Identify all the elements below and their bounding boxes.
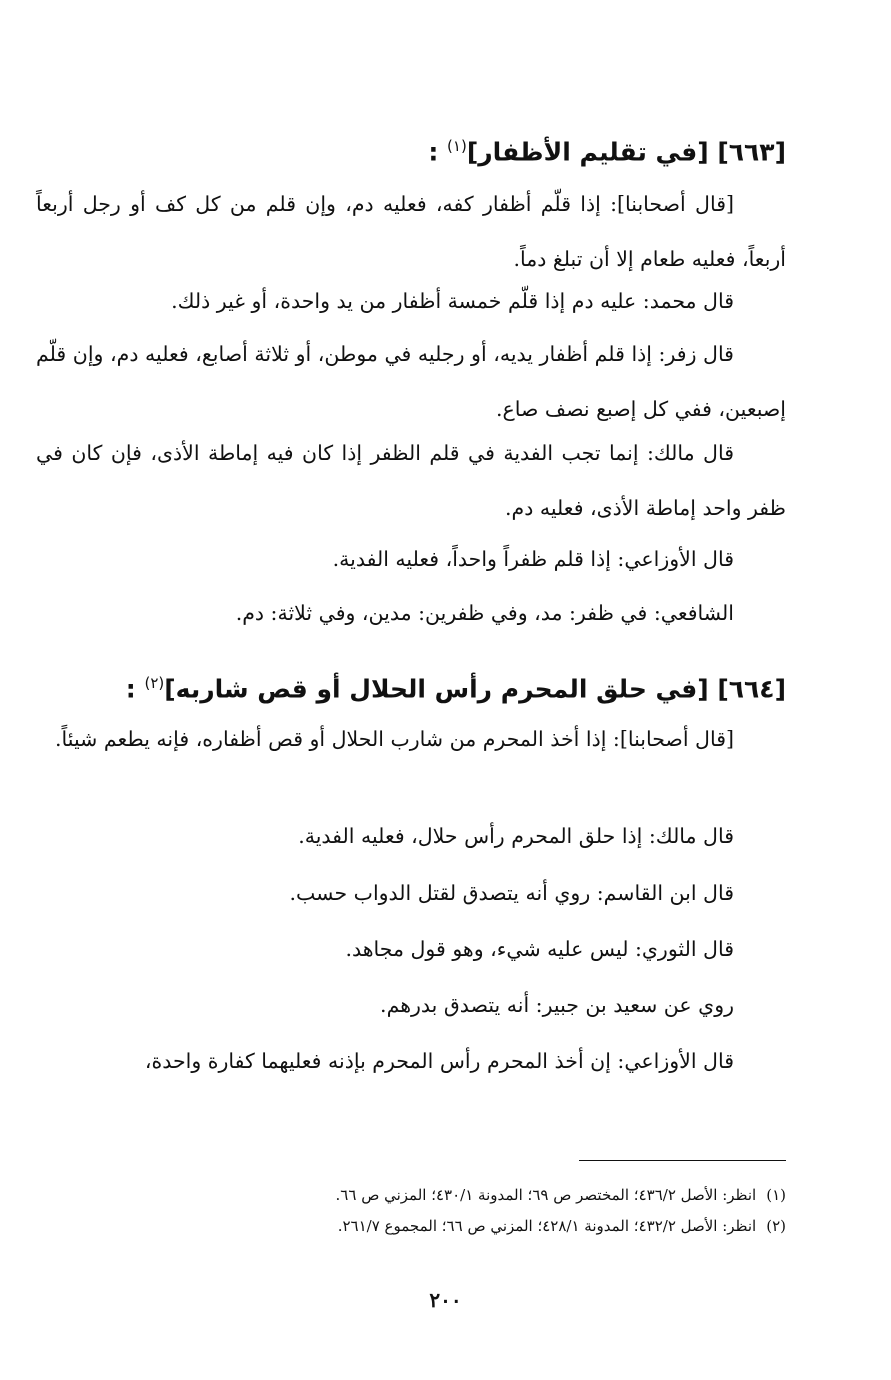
footnote-ref: (٢) — [144, 674, 165, 692]
section-heading-663 — [40, 128, 786, 170]
paragraph: قال ابن القاسم: روي أنه يتصدق لقتل الدواب حسب. — [289, 881, 734, 905]
section-heading-text: [٦٦٤] [في حلق المحرم رأس الحلال أو قص شاربه] — [164, 674, 786, 704]
footnote-1 — [40, 1183, 786, 1207]
section-heading-664 — [40, 665, 786, 707]
paragraph: قال مالك: إذا حلق المحرم رأس حلال، فعليه الفدية. — [298, 824, 734, 848]
paragraph: قال زفر: إذا قلم أظفار يديه، أو رجليه في موطن، أو ثلاثة أصابع، فعليه دم، وإن قلّم إصبعين، ففي كل إصبع نصف صاع. — [36, 342, 786, 421]
paragraph: الشافعي: في ظفر: مد، وفي ظفرين: مدين، وفي ثلاثة: دم. — [235, 601, 734, 625]
page-number: ٢٠٠ — [429, 1288, 462, 1312]
footnote-text: انظر: الأصل ٤٣٢/٢؛ المدونة ٤٢٨/١؛ المزني ص ٦٦؛ المجموع ٢٦١/٧. — [337, 1217, 757, 1235]
paragraph: قال الأوزاعي: إن أخذ المحرم رأس المحرم بإذنه فعليهما كفارة واحدة، — [144, 1049, 734, 1073]
paragraph: [قال أصحابنا]: إذا قلّم أظفار كفه، فعليه دم، وإن قلم من كل كف أو رجل أربعاً أربعاً، فعليه طعام إلا أن تبلغ دماً. — [36, 192, 786, 271]
paragraph: قال الثوري: ليس عليه شيء، وهو قول مجاهد. — [345, 937, 734, 961]
paragraph: روي عن سعيد بن جبير: أنه يتصدق بدرهم. — [380, 993, 734, 1017]
footnote-2 — [40, 1214, 786, 1238]
paragraph: قال محمد: عليه دم إذا قلّم خمسة أظفار من يد واحدة، أو غير ذلك. — [171, 289, 734, 313]
footnote-marker: (١) — [766, 1186, 786, 1204]
paragraph: قال الأوزاعي: إذا قلم ظفراً واحداً، فعليه الفدية. — [332, 547, 734, 571]
footnote-ref: (١) — [447, 137, 467, 155]
footnote-marker: (٢) — [766, 1217, 786, 1235]
heading-colon: : — [428, 137, 448, 167]
section-heading-text: [٦٦٣] [في تقليم الأظفار] — [466, 137, 786, 167]
heading-colon: : — [125, 674, 145, 704]
paragraph: [قال أصحابنا]: إذا أخذ المحرم من شارب الحلال أو قص أظفاره، فإنه يطعم شيئاً. — [55, 727, 734, 751]
footnote-text: انظر: الأصل ٤٣٦/٢؛ المختصر ص ٦٩؛ المدونة ٤٣٠/١؛ المزني ص ٦٦. — [335, 1186, 757, 1204]
paragraph: قال مالك: إنما تجب الفدية في قلم الظفر إذا كان فيه إماطة الأذى، فإن كان في ظفر واحد إماطة الأذى، فعليه دم. — [36, 441, 786, 520]
footnote-separator — [579, 1160, 786, 1161]
